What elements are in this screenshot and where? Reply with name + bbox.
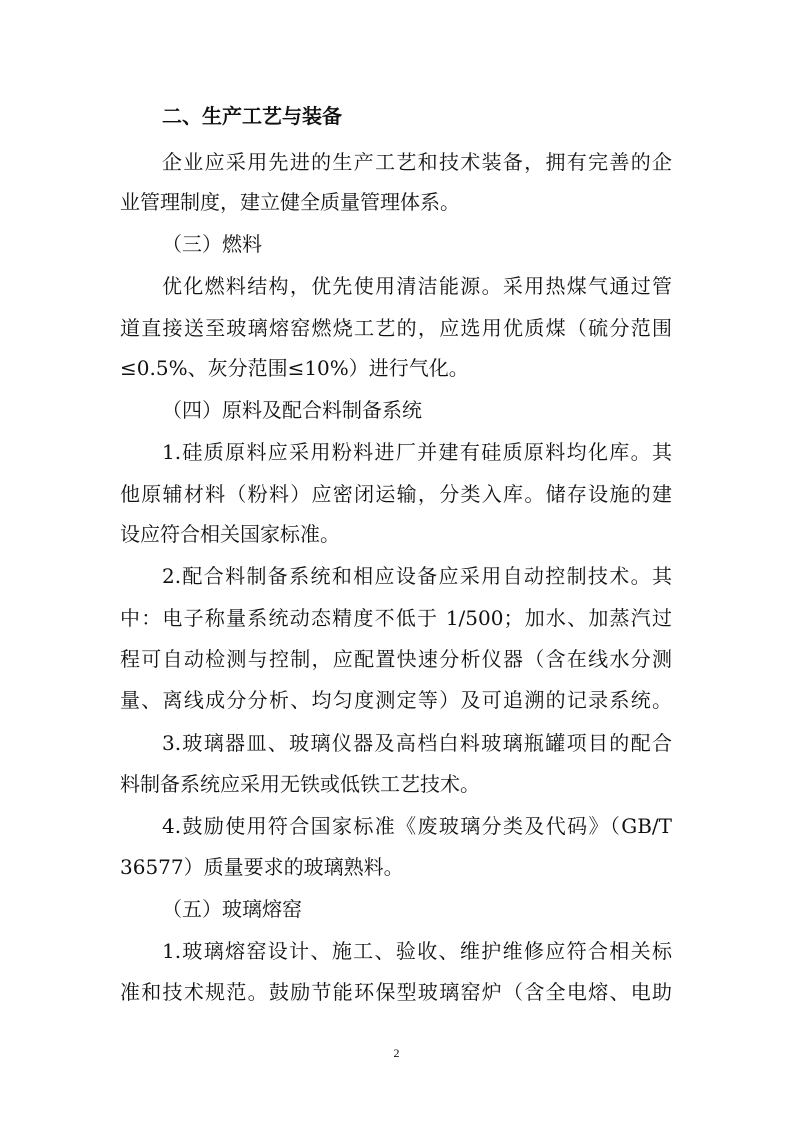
paragraph-line: 道直接送至玻璃熔窑燃烧工艺的，应选用优质煤（硫分范围 (120, 316, 672, 340)
subsection-heading: （三）燃料 (162, 232, 262, 256)
section-heading: 二、生产工艺与装备 (162, 104, 342, 128)
subsection-heading: （四）原料及配合料制备系统 (162, 398, 422, 422)
paragraph-line: 料制备系统应采用无铁或低铁工艺技术。 (120, 772, 480, 796)
paragraph-line: 优化燃料结构，优先使用清洁能源。采用热煤气通过管 (162, 274, 672, 298)
paragraph-line: 4.鼓励使用符合国家标准《废玻璃分类及代码》（GB/T (162, 814, 672, 838)
paragraph-line: 2.配合料制备系统和相应设备应采用自动控制技术。其 (162, 564, 672, 588)
paragraph-line: 1.硅质原料应采用粉料进厂并建有硅质原料均化库。其 (162, 440, 672, 464)
paragraph-line: 程可自动检测与控制，应配置快速分析仪器（含在线水分测 (120, 647, 672, 671)
paragraph-line: 设应符合相关国家标准。 (120, 522, 340, 546)
paragraph-line: 中：电子称量系统动态精度不低于 1/500；加水、加蒸汽过 (120, 606, 672, 630)
paragraph-line: 他原辅材料（粉料）应密闭运输，分类入库。储存设施的建 (120, 482, 672, 506)
paragraph-line: 准和技术规范。鼓励节能环保型玻璃窑炉（含全电熔、电助 (120, 980, 672, 1004)
paragraph-line: 3.玻璃器皿、玻璃仪器及高档白料玻璃瓶罐项目的配合 (162, 731, 672, 755)
paragraph-line: 量、离线成分分析、均匀度测定等）及可追溯的记录系统。 (120, 688, 672, 712)
page-number: 2 (393, 1046, 400, 1060)
subsection-heading: （五）玻璃熔窑 (162, 897, 302, 921)
paragraph-line: 业管理制度，建立健全质量管理体系。 (120, 190, 460, 214)
paragraph-line: 企业应采用先进的生产工艺和技术装备，拥有完善的企 (162, 150, 672, 174)
paragraph-line: 1.玻璃熔窑设计、施工、验收、维护维修应符合相关标 (162, 939, 672, 963)
paragraph-line: 36577）质量要求的玻璃熟料。 (120, 855, 404, 879)
paragraph-line: ≤0.5%、灰分范围≤10%）进行气化。 (120, 356, 469, 380)
